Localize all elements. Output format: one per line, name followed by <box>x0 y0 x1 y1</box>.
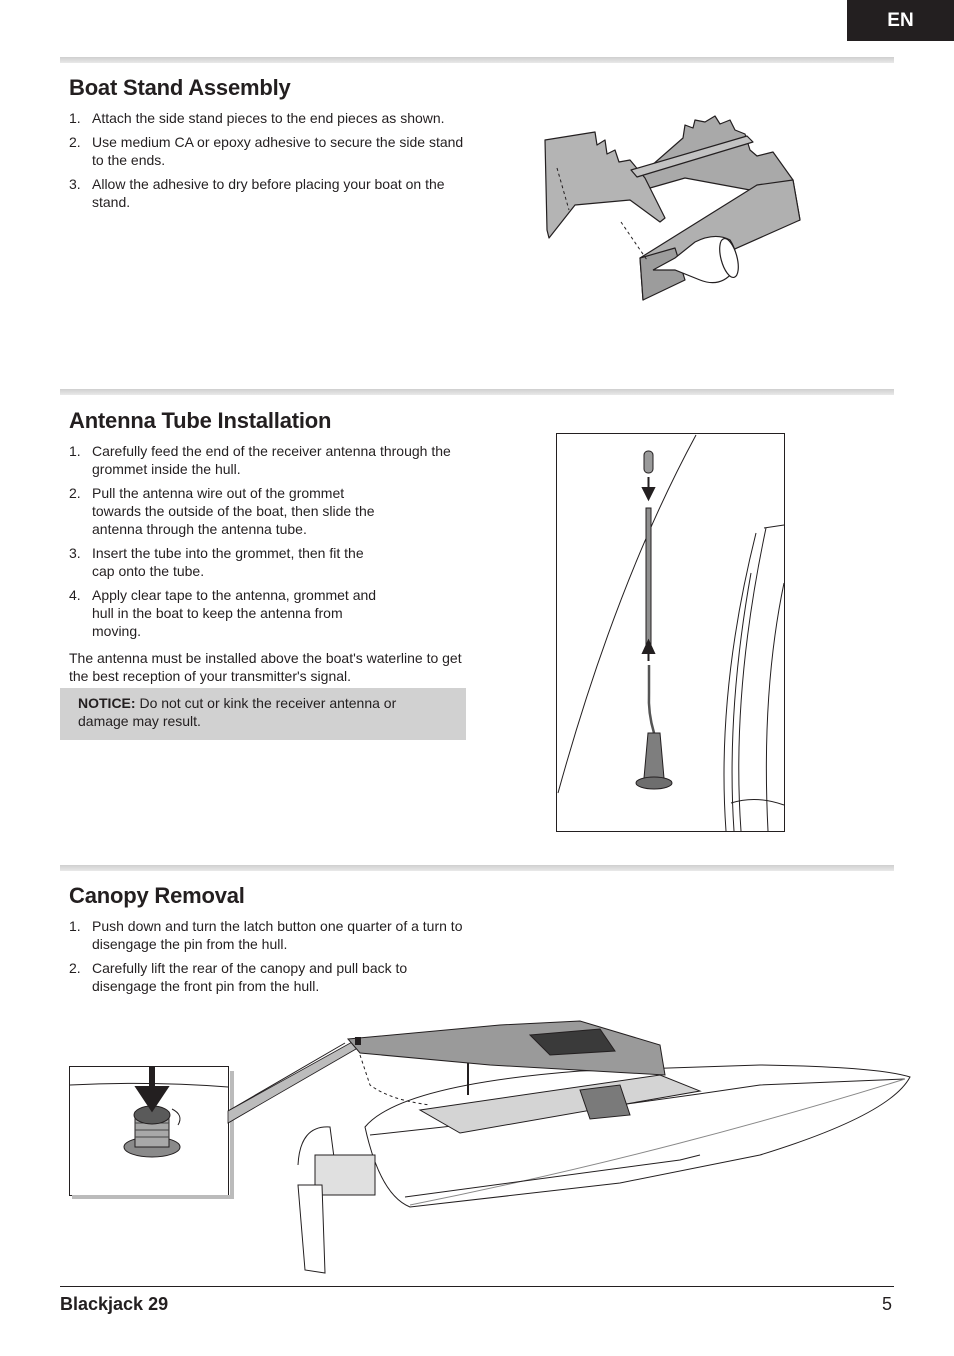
list-item: 2. Use medium CA or epoxy adhesive to secure the side stand to the ends. <box>69 134 464 168</box>
notice-text: Do not cut or kink the receiver antenna or damage may result. <box>78 695 397 729</box>
section-divider <box>60 57 894 63</box>
section-divider <box>60 865 894 871</box>
antenna-title: Antenna Tube Installation <box>69 408 332 433</box>
canopy-steps <box>69 917 467 1001</box>
antenna-illustration <box>556 433 785 832</box>
canopy-removal-illustration <box>60 1015 920 1280</box>
notice-box <box>60 688 466 740</box>
language-tab: EN <box>847 0 954 41</box>
boat-stand-title: Boat Stand Assembly <box>69 75 291 100</box>
page-number: 5 <box>881 1294 892 1314</box>
section-divider <box>60 389 894 395</box>
canopy-title: Canopy Removal <box>69 883 245 908</box>
footer-title: Blackjack 29 <box>60 1294 169 1314</box>
footer-divider <box>60 1286 894 1287</box>
list-item: 3. Insert the tube into the grommet, then fit the cap onto the tube. <box>69 545 364 579</box>
boat-stand-steps <box>69 109 467 217</box>
list-item: 3. Allow the adhesive to dry before placing your boat on the stand. <box>69 176 445 210</box>
boat-stand-illustration <box>535 110 810 305</box>
list-item: 1. Attach the side stand pieces to the end pieces as shown. <box>69 110 445 126</box>
notice-label: NOTICE: <box>78 695 136 711</box>
antenna-waterline-note: The antenna must be installed above the boat's waterline to get the best reception of your transmitter's signal. <box>69 650 462 684</box>
list-item: 4. Apply clear tape to the antenna, grommet and hull in the boat to keep the antenna from moving. <box>69 587 377 639</box>
list-item: 2. Pull the antenna wire out of the grommet towards the outside of the boat, then slide the antenna through the antenna tube. <box>69 485 375 537</box>
list-item: 1. Push down and turn the latch button one quarter of a turn to disengage the pin from the hull. <box>69 918 463 952</box>
antenna-steps <box>69 442 467 646</box>
list-item: 1. Carefully feed the end of the receiver antenna through the grommet inside the hull. <box>69 443 451 477</box>
list-item: 2. Carefully lift the rear of the canopy and pull back to disengage the front pin from the hull. <box>69 960 408 994</box>
